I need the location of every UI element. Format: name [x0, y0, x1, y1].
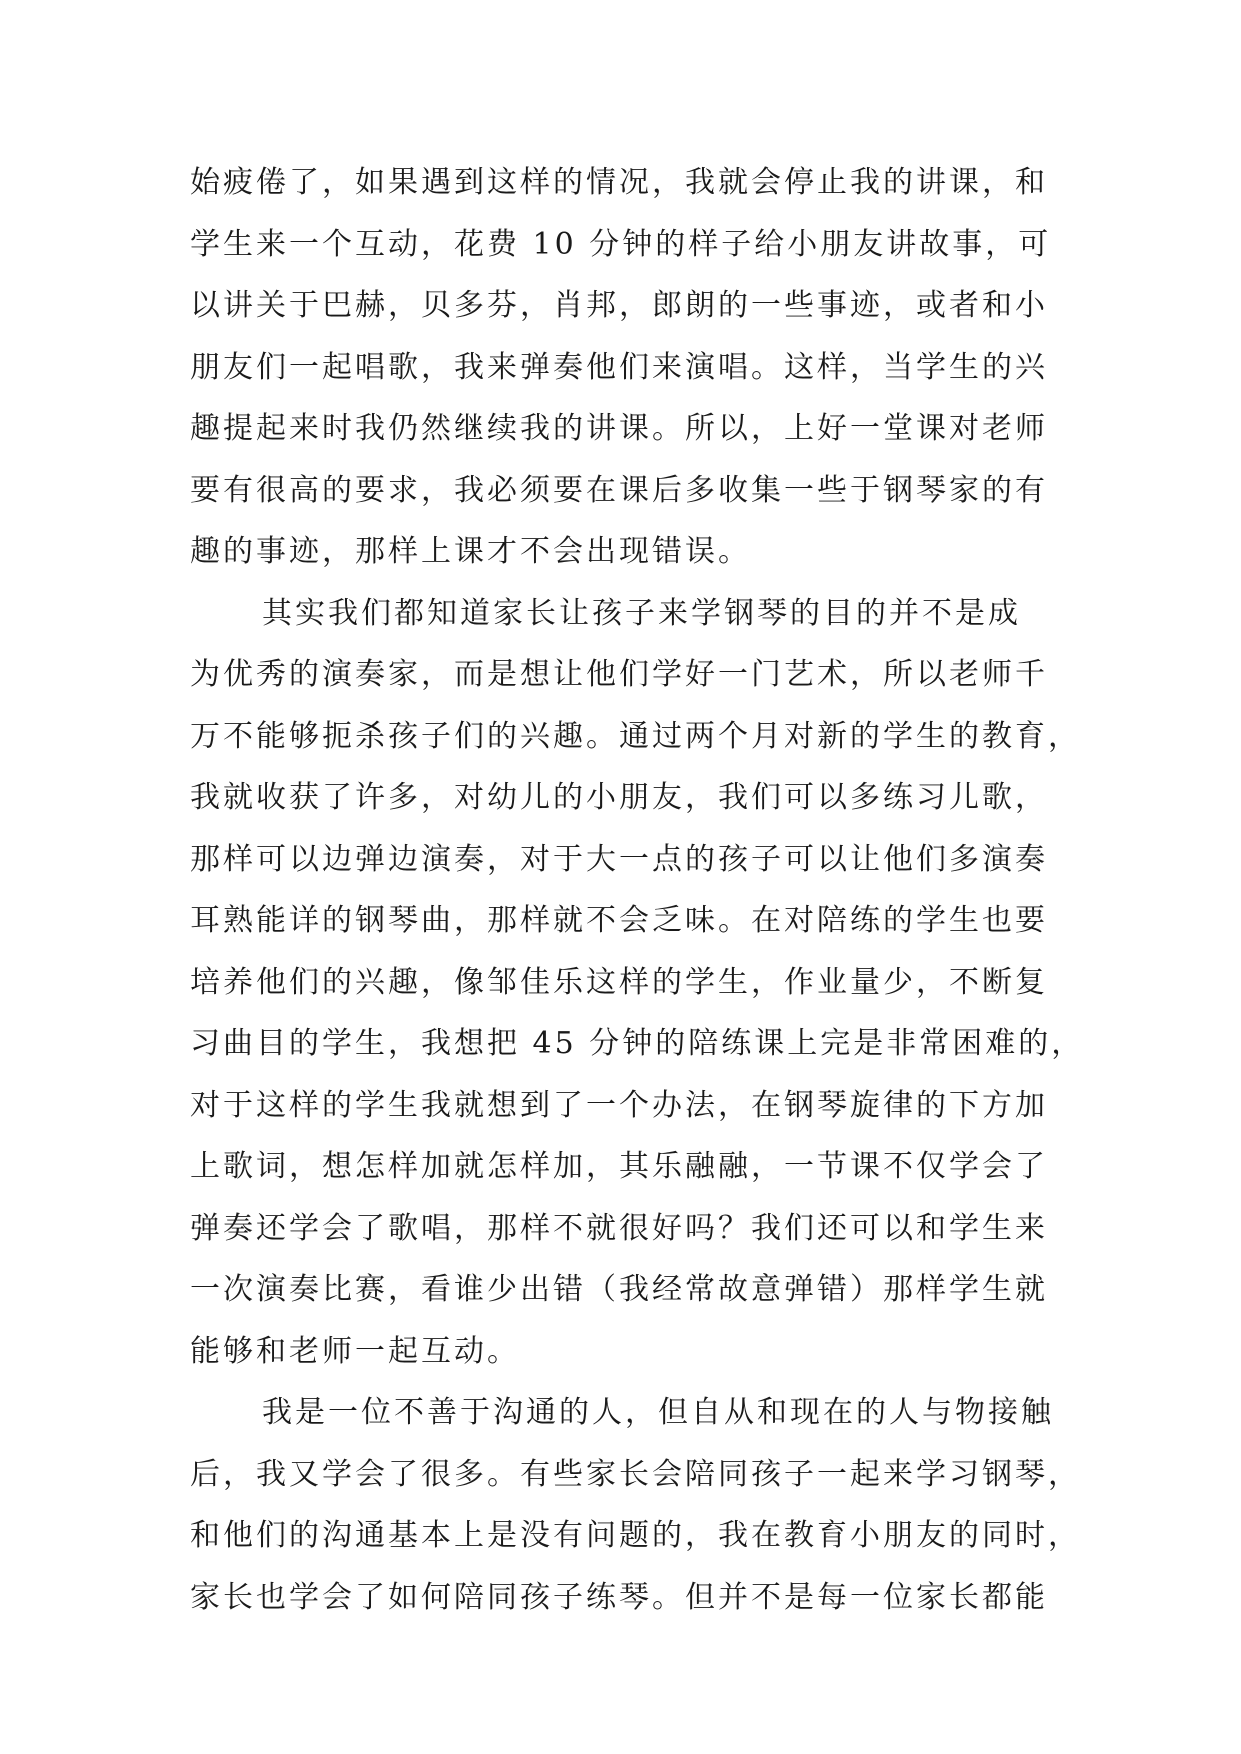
- text-line: 一次演奏比赛，看谁少出错（我经常故意弹错）那样学生就: [190, 1272, 1048, 1307]
- text-line: 趣的事迹，那样上课才不会出现错误。: [190, 534, 751, 569]
- text-line: 那样可以边弹边演奏，对于大一点的孩子可以让他们多演奏: [190, 841, 1048, 877]
- text-line: 能够和老师一起互动。: [190, 1333, 520, 1369]
- text-line: 我就收获了许多，对幼儿的小朋友，我们可以多练习儿歌，: [190, 780, 1048, 815]
- text-line: 万不能够扼杀孩子们的兴趣。通过两个月对新的学生的教育，: [190, 718, 1081, 754]
- text-line: 后，我又学会了很多。有些家长会陪同孩子一起来学习钢琴，: [190, 1456, 1081, 1492]
- text-line: 耳熟能详的钢琴曲，那样就不会乏味。在对陪练的学生也要: [190, 903, 1048, 938]
- text-line: 家长也学会了如何陪同孩子练琴。但并不是每一位家长都能: [190, 1579, 1048, 1615]
- text-line: 弹奏还学会了歌唱，那样不就很好吗？我们还可以和学生来: [190, 1210, 1048, 1246]
- text-line: 要有很高的要求，我必须要在课后多收集一些于钢琴家的有: [190, 472, 1048, 508]
- text-line: 学生来一个互动，花费 10 分钟的样子给小朋友讲故事，可: [190, 226, 1052, 262]
- text-line: 朋友们一起唱歌，我来弹奏他们来演唱。这样，当学生的兴: [190, 349, 1048, 385]
- text-line: 以讲关于巴赫，贝多芬，肖邦，郎朗的一些事迹，或者和小: [190, 288, 1048, 323]
- text-line: 为优秀的演奏家，而是想让他们学好一门艺术，所以老师千: [190, 657, 1048, 692]
- text-line: 和他们的沟通基本上是没有问题的，我在教育小朋友的同时，: [190, 1518, 1081, 1553]
- text-line: 上歌词，想怎样加就怎样加，其乐融融，一节课不仅学会了: [190, 1149, 1048, 1184]
- paragraph-first-line: 其实我们都知道家长让孩子来学钢琴的目的并不是成: [262, 595, 1021, 631]
- text-line: 习曲目的学生，我想把 45 分钟的陪练课上完是非常困难的，: [190, 1026, 1085, 1061]
- paragraph-first-line: 我是一位不善于沟通的人，但自从和现在的人与物接触: [262, 1395, 1054, 1430]
- text-line: 对于这样的学生我就想到了一个办法，在钢琴旋律的下方加: [190, 1087, 1048, 1123]
- text-line: 趣提起来时我仍然继续我的讲课。所以，上好一堂课对老师: [190, 411, 1048, 446]
- text-line: 始疲倦了，如果遇到这样的情况，我就会停止我的讲课，和: [190, 165, 1048, 200]
- body-text: [190, 152, 1085, 1628]
- text-line: 培养他们的兴趣，像邹佳乐这样的学生，作业量少，不断复: [190, 964, 1048, 1000]
